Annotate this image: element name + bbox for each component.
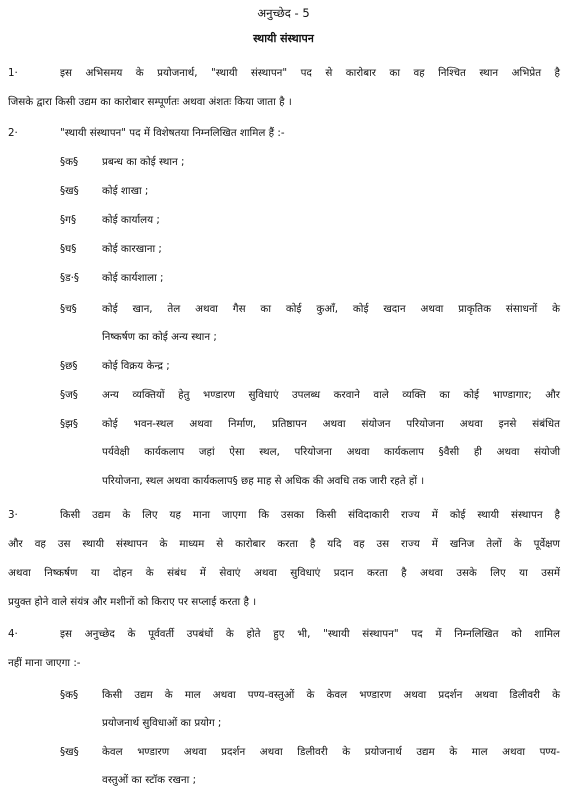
para2-intro: "स्थायी संस्थापन" पद में विशेषतया निम्नलिखित शामिल हैं :-	[60, 127, 285, 139]
para3-line: अथवा निष्कर्षण या दोहन के संबंध में सेवाएं अथवा सुविधाएं प्रदान करता है अथवा उसके लिए या उसमें	[8, 567, 560, 579]
para1-number: 1·	[8, 67, 18, 79]
item-marker: §क§	[60, 689, 79, 701]
para4-line: इस अनुच्छेद के पूर्ववर्ती उपबंधों के होते हुए भी, "स्थायी संस्थापन" पद में निम्नलिखित को शामिल	[60, 628, 560, 640]
item-marker: §छ§	[60, 360, 78, 372]
list-item: अन्य व्यक्तियों हेतु भण्डारण सुविधाएं उपलब्ध करवाने वाले व्यक्ति का कोई भाण्डागार; और	[102, 389, 560, 401]
item-marker: §झ§	[60, 418, 79, 430]
para1-line: जिसके द्वारा किसी उद्यम का कारोबार सम्पूर्णतः अथवा अंशतः किया जाता है ।	[8, 96, 292, 108]
list-item-continuation: पर्यवेक्षी कार्यकलाप जहां ऐसा स्थल, परियोजना अथवा कार्यकलाप §वैसी ही अथवा संयोजी	[102, 446, 560, 458]
list-item: प्रबन्ध का कोई स्थान ;	[102, 156, 185, 168]
list-item: कोई कारखाना ;	[102, 243, 162, 255]
document-title: स्थायी संस्थापन	[253, 32, 314, 45]
list-item: कोई खान, तेल अथवा गैस का कोई कुआँ, कोई खदान अथवा प्राकृतिक संसाधनों के	[102, 303, 560, 315]
list-item-continuation: निष्कर्षण का कोई अन्य स्थान ;	[102, 331, 217, 343]
list-item: किसी उद्यम के माल अथवा पण्य-वस्तुओं के केवल भण्डारण अथवा प्रदर्शन अथवा डिलीवरी के	[102, 689, 560, 701]
item-marker: §घ§	[60, 243, 77, 255]
list-item: कोई भवन-स्थल अथवा निर्माण, प्रतिष्ठापन अथवा संयोजन परियोजना अथवा इनसे संबंधित	[102, 418, 560, 430]
list-item-continuation: प्रयोजनार्थ सुविधाओं का प्रयोग ;	[102, 717, 222, 729]
para3-number: 3·	[8, 509, 18, 521]
list-item: केवल भण्डारण अथवा प्रदर्शन अथवा डिलीवरी के प्रयोजनार्थ उद्यम के माल अथवा पण्य-	[102, 746, 560, 758]
para1-line: इस अभिसमय के प्रयोजनार्थ, "स्थायी संस्थापन" पद से कारोबार का वह निश्चित स्थान अभिप्रेत है	[60, 67, 560, 79]
para3-line: प्रयुक्त होने वाले संयंत्र और मशीनों को किराए पर सप्लाई करता है ।	[8, 596, 257, 608]
list-item: कोई विक्रय केन्द्र ;	[102, 360, 170, 372]
list-item-continuation: वस्तुओं का स्टॉक रखना ;	[102, 774, 197, 786]
item-marker: §ख§	[60, 746, 79, 758]
para4-line: नहीं माना जाएगा :-	[8, 657, 81, 669]
item-marker: §ड·§	[60, 272, 80, 284]
article-heading: अनुच्छेद - 5	[257, 6, 310, 20]
para3-line: और वह उस स्थायी संस्थापन के माध्यम से कारोबार करता है यदि वह उस राज्य में खनिज तेलों के पूर्वेक्षण	[8, 538, 560, 550]
item-marker: §ज§	[60, 389, 78, 401]
item-marker: §ग§	[60, 214, 77, 226]
item-marker: §क§	[60, 156, 79, 168]
para4-number: 4·	[8, 628, 18, 640]
list-item: कोई कार्यशाला ;	[102, 272, 164, 284]
para2-number: 2·	[8, 127, 18, 139]
para3-line: किसी उद्यम के लिए यह माना जाएगा कि उसका किसी संविदाकारी राज्य में कोई स्थायी संस्थापन है	[60, 509, 560, 521]
list-item-continuation: परियोजना, स्थल अथवा कार्यकलाप§ छह माह से अधिक की अवधि तक जारी रहते हों ।	[102, 475, 425, 487]
list-item: कोई कार्यालय ;	[102, 214, 160, 226]
item-marker: §ख§	[60, 185, 79, 197]
list-item: कोई शाखा ;	[102, 185, 149, 197]
item-marker: §च§	[60, 303, 77, 315]
